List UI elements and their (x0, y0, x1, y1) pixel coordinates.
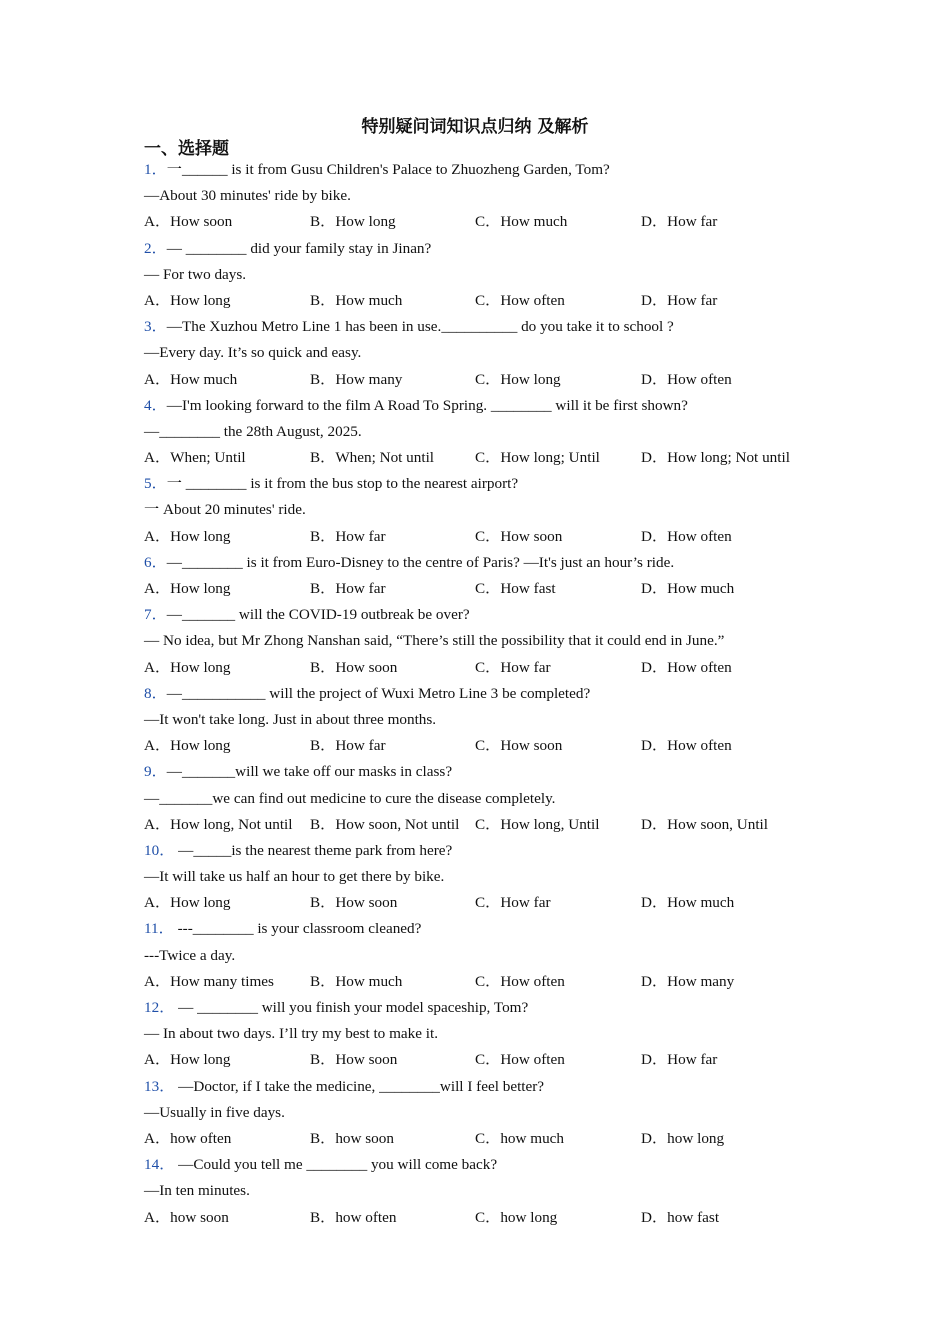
answer-option[interactable]: C．How long (475, 370, 561, 388)
answer-option[interactable]: D．How often (641, 658, 732, 676)
question-stem (144, 157, 824, 183)
question-reply: —It will take us half an hour to get there by bike. (144, 868, 445, 886)
question-number: 5． (144, 475, 167, 493)
question-number: 3． (144, 318, 167, 336)
question-number: 4． (144, 396, 167, 414)
answer-option[interactable]: B．How soon, Not until (310, 815, 460, 833)
question-number: 14． (144, 1156, 175, 1174)
question-text: —_____is the nearest theme park from here? (174, 841, 453, 859)
answer-option[interactable]: D．How long; Not until (641, 449, 790, 467)
question-text: 一 ________ is it from the bus stop to the nearest airport? (166, 475, 519, 493)
answer-option[interactable]: C．How far (475, 894, 551, 912)
answer-option[interactable]: C．how long (475, 1208, 558, 1226)
answer-option[interactable]: C．How long, Until (475, 815, 600, 833)
question-reply: ---Twice a day. (144, 946, 236, 964)
answer-option[interactable]: A．How long (144, 1051, 231, 1069)
question-reply: — No idea, but Mr Zhong Nanshan said, “There’s still the possibility that it could end in June.” (144, 632, 725, 650)
answer-option[interactable]: C．How soon (475, 527, 563, 545)
options-row (144, 524, 824, 550)
answer-option[interactable]: B．How far (310, 737, 386, 755)
question-stem (144, 550, 824, 576)
answer-option[interactable]: B．how soon (310, 1129, 394, 1147)
options-row (144, 890, 824, 916)
question-stem (144, 602, 824, 628)
answer-option[interactable]: B．How soon (310, 1051, 398, 1069)
section-heading: 一、选择题 (144, 139, 229, 159)
question-text: —Doctor, if I take the medicine, ________will I feel better? (174, 1077, 545, 1095)
question-text: —________ is it from Euro-Disney to the centre of Paris? —It's just an hour’s ride. (166, 553, 675, 571)
question-reply: —In ten minutes. (144, 1182, 250, 1200)
question-reply: —It won't take long. Just in about three months. (144, 710, 437, 728)
answer-option[interactable]: D．How often (641, 370, 732, 388)
answer-option[interactable]: D．How much (641, 894, 735, 912)
answer-option[interactable]: D．How soon, Until (641, 815, 768, 833)
answer-option[interactable]: A．how often (144, 1129, 232, 1147)
answer-option[interactable]: D．How many (641, 972, 735, 990)
answer-option[interactable]: D．how fast (641, 1208, 720, 1226)
question-number: 2． (144, 239, 167, 257)
answer-option[interactable]: A．How long (144, 580, 231, 597)
answer-option[interactable]: A．How long (144, 291, 231, 309)
answer-option[interactable]: B．How long (310, 213, 396, 231)
question-stem (144, 995, 824, 1021)
answer-option[interactable]: B．When; Not until (310, 449, 435, 467)
question-number: 11． (144, 920, 174, 938)
answer-option[interactable]: D．how long (641, 1129, 725, 1147)
answer-option[interactable]: C．How often (475, 291, 565, 309)
options-row (144, 576, 824, 602)
question-text: —___________ will the project of Wuxi Metro Line 3 be completed? (166, 684, 591, 702)
answer-option[interactable]: A．How many times (144, 972, 274, 990)
question-text: —I'm looking forward to the film A Road To Spring. ________ will it be first shown? (166, 396, 688, 414)
question-number: 7． (144, 606, 167, 624)
question-number: 6． (144, 553, 167, 571)
question-stem (144, 1074, 824, 1100)
question-text: —Could you tell me ________ you will come back? (174, 1156, 498, 1174)
question-number: 9． (144, 763, 167, 781)
answer-option[interactable]: C．How soon (475, 737, 563, 755)
answer-option[interactable]: C．How far (475, 658, 551, 676)
answer-option[interactable]: B．How soon (310, 658, 398, 676)
question-stem (144, 759, 824, 785)
question-reply: — In about two days. I’ll try my best to make it. (144, 1025, 438, 1043)
answer-option[interactable]: C．How much (475, 213, 568, 231)
options-row (144, 288, 824, 314)
answer-option[interactable]: D．How far (641, 291, 718, 309)
answer-option[interactable]: C．How fast (475, 580, 556, 597)
question-list (144, 157, 824, 1231)
question-number: 1． (144, 161, 167, 178)
options-row (144, 655, 824, 681)
answer-option[interactable]: B．How soon (310, 894, 398, 912)
answer-option[interactable]: A．How long (144, 737, 231, 755)
answer-option[interactable]: D．How often (641, 737, 732, 755)
question-stem (144, 1152, 824, 1178)
question-stem (144, 681, 824, 707)
answer-option[interactable]: B．How many (310, 370, 403, 388)
answer-option[interactable]: A．how soon (144, 1208, 229, 1226)
answer-option[interactable]: A．How long (144, 658, 231, 676)
answer-option[interactable]: A．How long (144, 527, 231, 545)
options-row (144, 367, 824, 393)
answer-option[interactable]: A．How long (144, 894, 231, 912)
options-row (144, 1126, 824, 1152)
question-reply: —________ the 28th August, 2025. (144, 422, 362, 440)
question-stem (144, 916, 824, 942)
question-stem (144, 314, 824, 340)
options-row (144, 445, 824, 471)
options-row (144, 1047, 824, 1073)
answer-option[interactable]: C．How often (475, 1051, 565, 1069)
answer-option[interactable]: B．How much (310, 972, 403, 990)
question-stem (144, 838, 824, 864)
question-reply: —About 30 minutes' ride by bike. (144, 187, 351, 205)
options-row (144, 969, 824, 995)
options-row (144, 1205, 824, 1231)
answer-option[interactable]: A．How soon (144, 213, 233, 231)
answer-option[interactable]: B．How far (310, 580, 386, 597)
answer-option[interactable]: D．How far (641, 1051, 718, 1069)
question-text: —The Xuzhou Metro Line 1 has been in use.__________ do you take it to school ? (166, 318, 674, 336)
answer-option[interactable]: D．How much (641, 580, 735, 597)
answer-option[interactable]: C．How often (475, 972, 565, 990)
question-reply: 一 About 20 minutes' ride. (144, 501, 306, 519)
answer-option[interactable]: A．How long, Not until (144, 815, 293, 833)
answer-option[interactable]: A．When; Until (144, 449, 246, 467)
question-text: —_______ will the COVID-19 outbreak be over? (166, 606, 470, 624)
answer-option[interactable]: A．How much (144, 370, 238, 388)
answer-option[interactable]: D．How far (641, 213, 718, 231)
answer-option[interactable]: B．How much (310, 291, 403, 309)
question-number: 8． (144, 684, 167, 702)
options-row (144, 733, 824, 759)
answer-option[interactable]: D．How often (641, 527, 732, 545)
answer-option[interactable]: C．how much (475, 1129, 565, 1147)
answer-option[interactable]: B．How far (310, 527, 386, 545)
options-row (144, 209, 824, 235)
question-text: — ________ will you finish your model spaceship, Tom? (174, 999, 529, 1016)
question-reply: — For two days. (144, 265, 247, 283)
answer-option[interactable]: B．how often (310, 1208, 397, 1226)
answer-option[interactable]: C．How long; Until (475, 449, 600, 467)
question-number: 13． (144, 1077, 175, 1095)
question-text: 一______ is it from Gusu Children's Palace to Zhuozheng Garden, Tom? (166, 161, 610, 178)
question-text: ---________ is your classroom cleaned? (173, 920, 422, 938)
page-title: 特别疑问词知识点归纳 及解析 (361, 117, 589, 137)
question-stem (144, 236, 824, 262)
question-number: 10． (144, 841, 175, 859)
question-reply: —Every day. It’s so quick and easy. (144, 344, 362, 362)
question-reply: —_______we can find out medicine to cure the disease completely. (144, 789, 556, 807)
question-text: — ________ did your family stay in Jinan? (166, 239, 432, 257)
question-number: 12． (144, 999, 175, 1016)
question-stem (144, 471, 824, 497)
options-row (144, 812, 824, 838)
question-text: —_______will we take off our masks in class? (166, 763, 453, 781)
question-reply: —Usually in five days. (144, 1103, 285, 1121)
question-stem (144, 393, 824, 419)
